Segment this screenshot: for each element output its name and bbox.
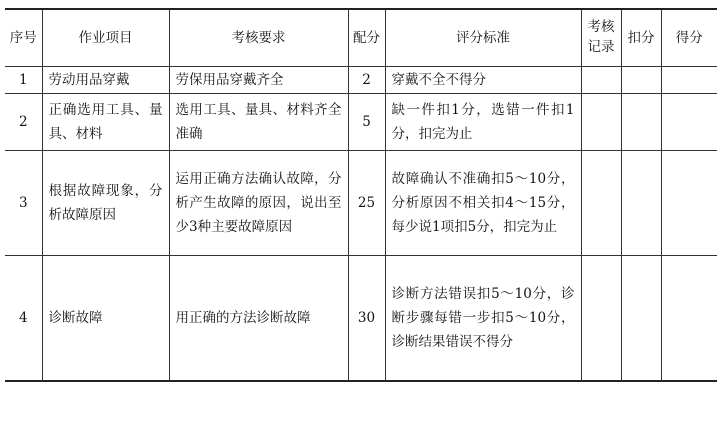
cell-criteria: 穿戴不全不得分 (385, 67, 581, 94)
header-got: 得分 (661, 9, 717, 67)
header-record (581, 9, 621, 67)
cell-no: 4 (5, 256, 42, 382)
table-header-row (5, 9, 717, 67)
header-deduct: 扣分 (621, 9, 661, 67)
cell-no: 3 (5, 151, 42, 256)
table-row (5, 94, 717, 151)
cell-requirement: 劳保用品穿戴齐全 (169, 67, 348, 94)
cell-criteria: 故障确认不准确扣5～10分，分析原因不相关扣4～15分，每少说1项扣5分，扣完为止 (385, 151, 581, 256)
cell-record (581, 256, 621, 382)
cell-criteria: 缺一件扣1分，选错一件扣1分，扣完为止 (385, 94, 581, 151)
cell-item: 劳动用品穿戴 (42, 67, 169, 94)
cell-requirement: 选用工具、量具、材料齐全准确 (169, 94, 348, 151)
scoring-table (5, 8, 717, 382)
header-score: 配分 (348, 9, 385, 67)
cell-requirement: 运用正确方法确认故障，分析产生故障的原因，说出至少3种主要故障原因 (169, 151, 348, 256)
table-row (5, 67, 717, 94)
header-item: 作业项目 (42, 9, 169, 67)
scoring-table-container (5, 8, 717, 382)
cell-score: 2 (348, 67, 385, 94)
cell-deduct (621, 94, 661, 151)
cell-deduct (621, 151, 661, 256)
cell-record (581, 151, 621, 256)
cell-no: 2 (5, 94, 42, 151)
cell-deduct (621, 67, 661, 94)
header-record-label: 考核记录 (587, 19, 615, 55)
cell-criteria: 诊断方法错误扣5～10分，诊断步骤每错一步扣5～10分，诊断结果错误不得分 (385, 256, 581, 382)
cell-score: 30 (348, 256, 385, 382)
table-row (5, 256, 717, 382)
cell-deduct (621, 256, 661, 382)
header-no: 序号 (5, 9, 42, 67)
cell-item: 诊断故障 (42, 256, 169, 382)
cell-item: 根据故障现象，分析故障原因 (42, 151, 169, 256)
table-row (5, 151, 717, 256)
cell-no: 1 (5, 67, 42, 94)
cell-requirement: 用正确的方法诊断故障 (169, 256, 348, 382)
cell-record (581, 67, 621, 94)
header-requirement: 考核要求 (169, 9, 348, 67)
cell-score: 25 (348, 151, 385, 256)
cell-score: 5 (348, 94, 385, 151)
cell-got (661, 151, 717, 256)
cell-got (661, 67, 717, 94)
cell-got (661, 256, 717, 382)
cell-got (661, 94, 717, 151)
header-criteria: 评分标准 (385, 9, 581, 67)
cell-record (581, 94, 621, 151)
cell-item: 正确选用工具、量具、材料 (42, 94, 169, 151)
